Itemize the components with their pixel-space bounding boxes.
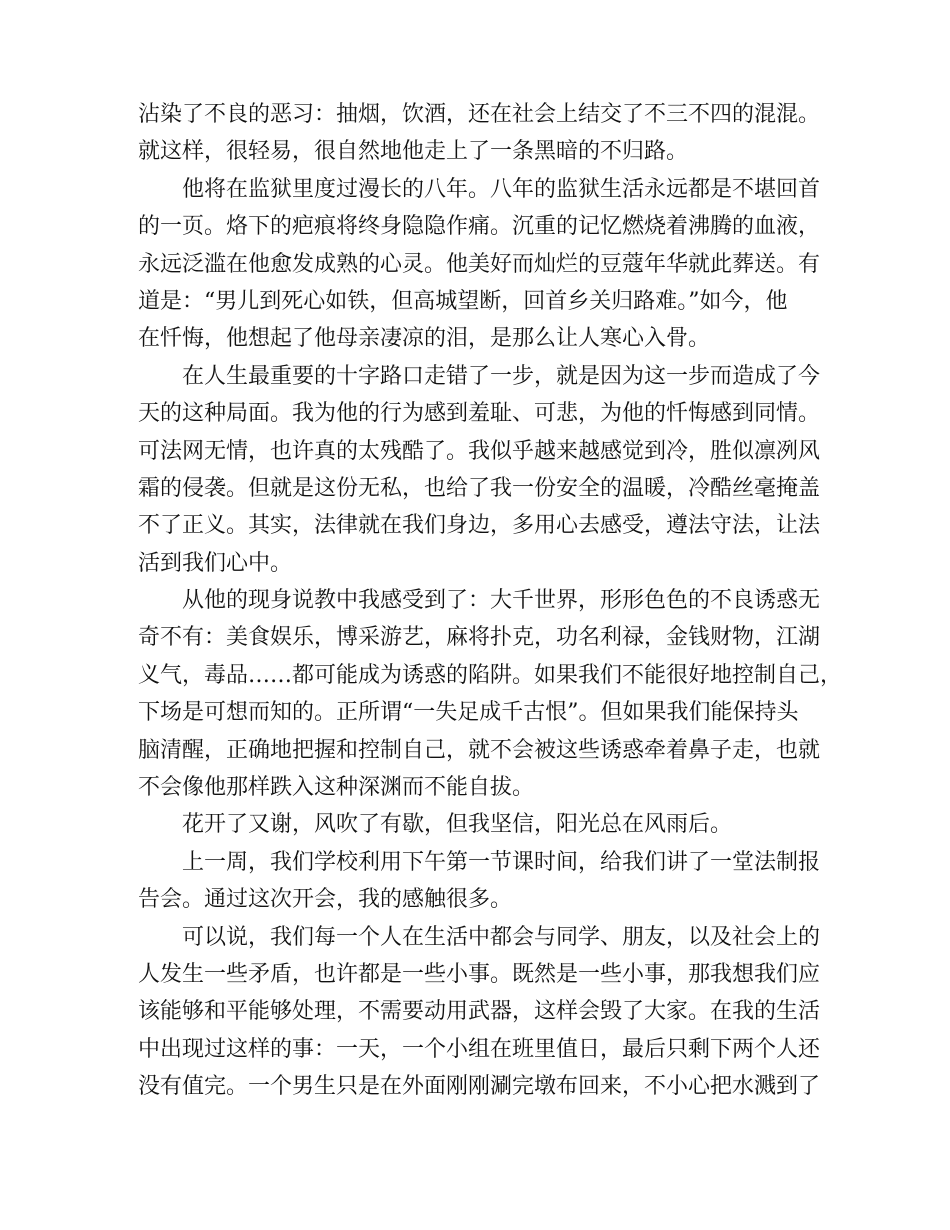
body-text (138, 96, 843, 1106)
text-line: 的一页。烙下的疤痕将终身隐隐作痛。沉重的记忆燃烧着沸腾的血液， (138, 214, 821, 240)
text-line: 道是：“男儿到死心如铁，但高城望断，回首乡关归路难。”如今，他 (138, 288, 788, 314)
text-line: 就这样，很轻易，很自然地他走上了一条黑暗的不归路。 (138, 139, 689, 165)
text-line: 该能够和平能够处理，不需要动用武器，这样会毁了大家。在我的生活 (138, 999, 821, 1025)
text-line: 人发生一些矛盾，也许都是一些小事。既然是一些小事，那我想我们应 (138, 961, 821, 987)
text-line: 下场是可想而知的。正所谓“一失足成千古恨”。但如果我们能保持头 (138, 700, 799, 726)
text-line: 中出现过这样的事：一天，一个小组在班里值日，最后只剩下两个人还 (138, 1036, 821, 1062)
text-line: 霜的侵袭。但就是这份无私，也给了我一份安全的温暖，冷酷丝毫掩盖 (138, 475, 821, 501)
text-line: 没有值完。一个男生只是在外面刚刚涮完墩布回来，不小心把水溅到了 (138, 1074, 821, 1100)
text-line: 活到我们心中。 (138, 550, 293, 576)
text-line: 沾染了不良的恶习：抽烟，饮酒，还在社会上结交了不三不四的混混。 (138, 102, 821, 127)
text-line: 从他的现身说教中我感受到了：大千世界，形形色色的不良诱惑无 (138, 588, 821, 614)
text-line: 不了正义。其实，法律就在我们身边，多用心去感受，遵法守法，让法 (138, 513, 821, 539)
text-line: 不会像他那样跌入这种深渊而不能自拔。 (138, 775, 535, 801)
text-line: 告会。通过这次开会，我的感触很多。 (138, 887, 513, 913)
text-line: 上一周，我们学校利用下午第一节课时间，给我们讲了一堂法制报 (138, 849, 821, 875)
text-line: 奇不有：美食娱乐，博采游艺，麻将扑克，功名利禄，金钱财物，江湖 (138, 625, 821, 651)
text-line: 义气，毒品……都可能成为诱惑的陷阱。如果我们不能很好地控制自己， (138, 662, 843, 688)
text-line: 在忏悔，他想起了他母亲凄凉的泪，是那么让人寒心入骨。 (138, 326, 711, 352)
text-line: 可以说，我们每一个人在生活中都会与同学、朋友，以及社会上的 (138, 924, 821, 950)
text-line: 可法网无情，也许真的太残酷了。我似乎越来越感觉到冷，胜似凛冽风 (138, 438, 821, 464)
text-line: 在人生最重要的十字路口走错了一步，就是因为这一步而造成了今 (138, 363, 821, 389)
text-line: 花开了又谢，风吹了有歇，但我坚信，阳光总在风雨后。 (138, 812, 733, 838)
text-line: 天的这种局面。我为他的行为感到羞耻、可悲，为他的忏悔感到同情。 (138, 401, 821, 427)
text-line: 永远泛滥在他愈发成熟的心灵。他美好而灿烂的豆蔻年华就此葬送。有 (138, 251, 821, 277)
text-line: 脑清醒，正确地把握和控制自己，就不会被这些诱惑牵着鼻子走，也就 (138, 737, 821, 763)
text-line: 他将在监狱里度过漫长的八年。八年的监狱生活永远都是不堪回首 (138, 176, 821, 202)
